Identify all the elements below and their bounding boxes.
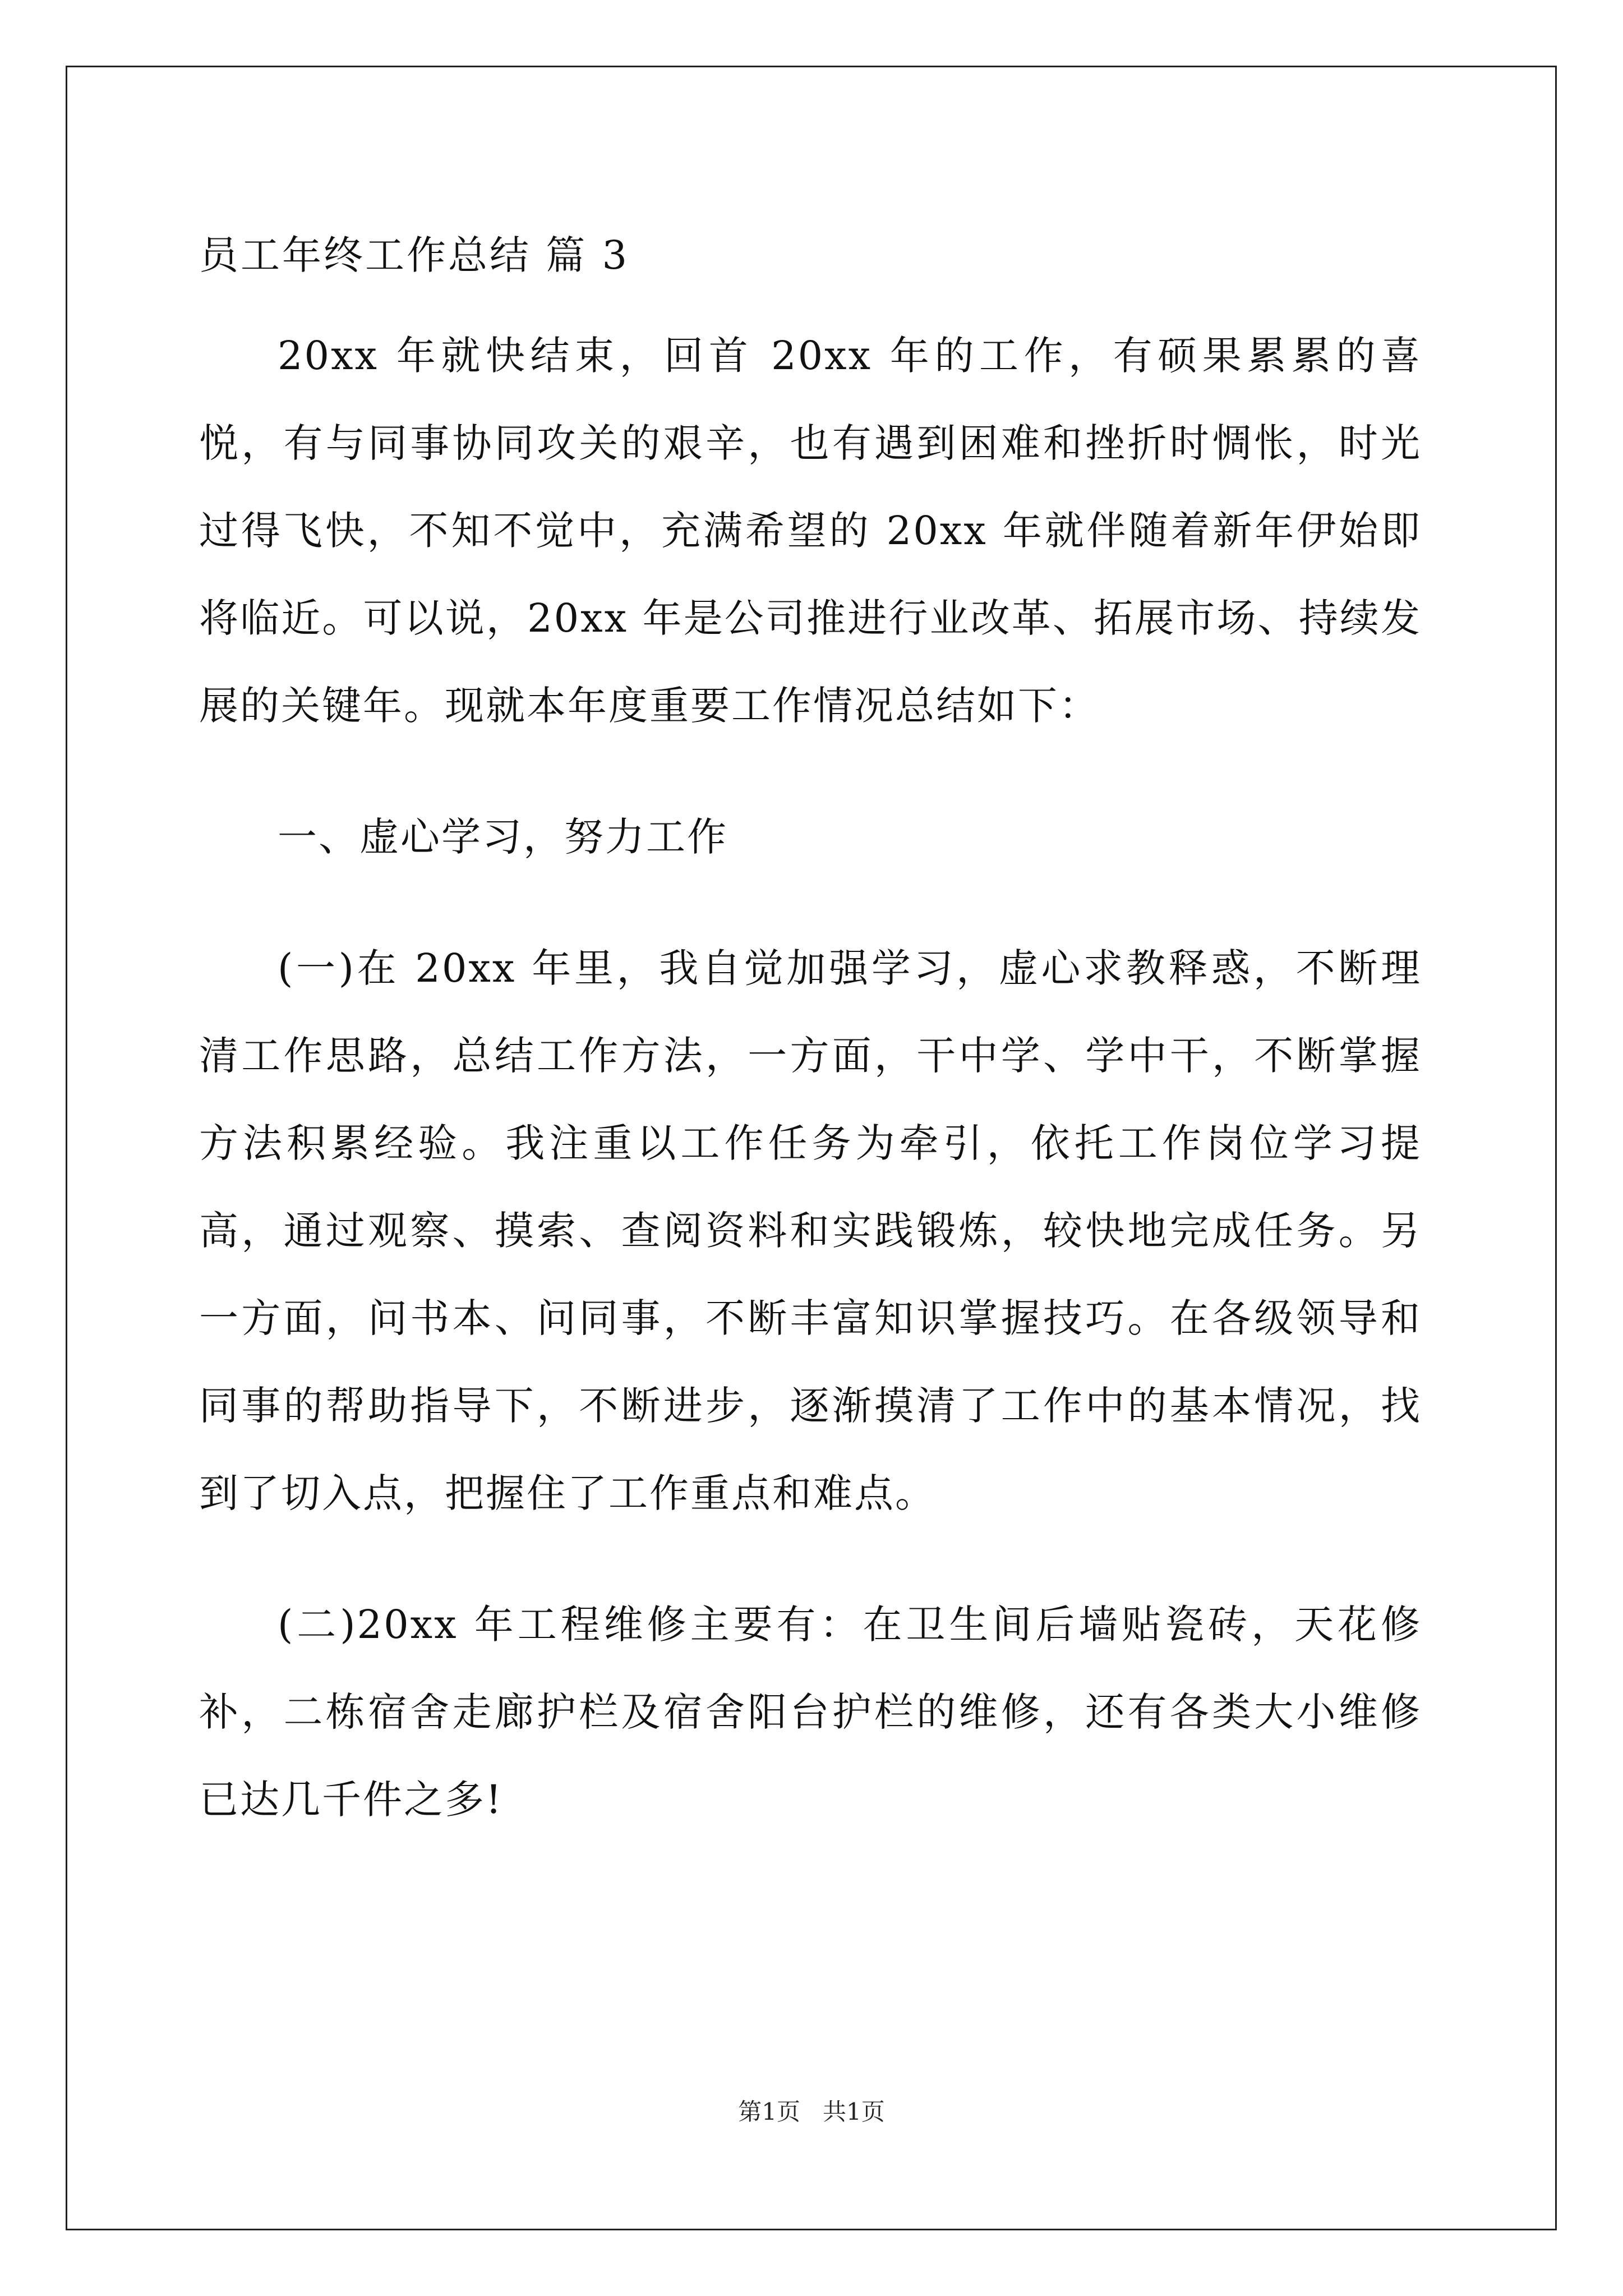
section-heading: 一、虚心学习，努力工作 — [278, 814, 728, 860]
body-paragraph-1: (一)在 20xx 年里，我自觉加强学习，虚心求教释惑，不断理清工作思路，总结工作方法，一方面，干中学、学中干，不断掌握方法积累经验。我注重以工作任务为牵引，依托工作岗位学习提高，通过观察、摸索、查阅资料和实践锻炼，较快地完成任务。另一方面，问书本、问同事，不断丰富知识掌握技巧。在各级领导和同事的帮助指导下，不断进步，逐渐摸清了工作中的基本情况，找到了切入点，把握住了工作重点和难点。 — [199, 945, 1422, 1516]
intro-paragraph: 20xx 年就快结束，回首 20xx 年的工作，有硕果累累的喜悦，有与同事协同攻关的艰辛，也有遇到困难和挫折时惆怅，时光过得飞快，不知不觉中，充满希望的 20xx 年就伴随着新年伊始即将临近。可以说，20xx 年是公司推进行业改革、拓展市场、持续发展的关键年。现就本年度重要工作情况总结如下： — [199, 333, 1422, 729]
document-body — [199, 213, 1422, 1887]
page-footer: 第1页 共1页 — [738, 2098, 885, 2125]
document-title: 员工年终工作总结 篇 3 — [199, 232, 630, 278]
body-paragraph-2: (二)20xx 年工程维修主要有：在卫生间后墙贴瓷砖，天花修补，二栋宿舍走廊护栏及宿舍阳台护栏的维修，还有各类大小维修已达几千件之多! — [199, 1602, 1422, 1823]
